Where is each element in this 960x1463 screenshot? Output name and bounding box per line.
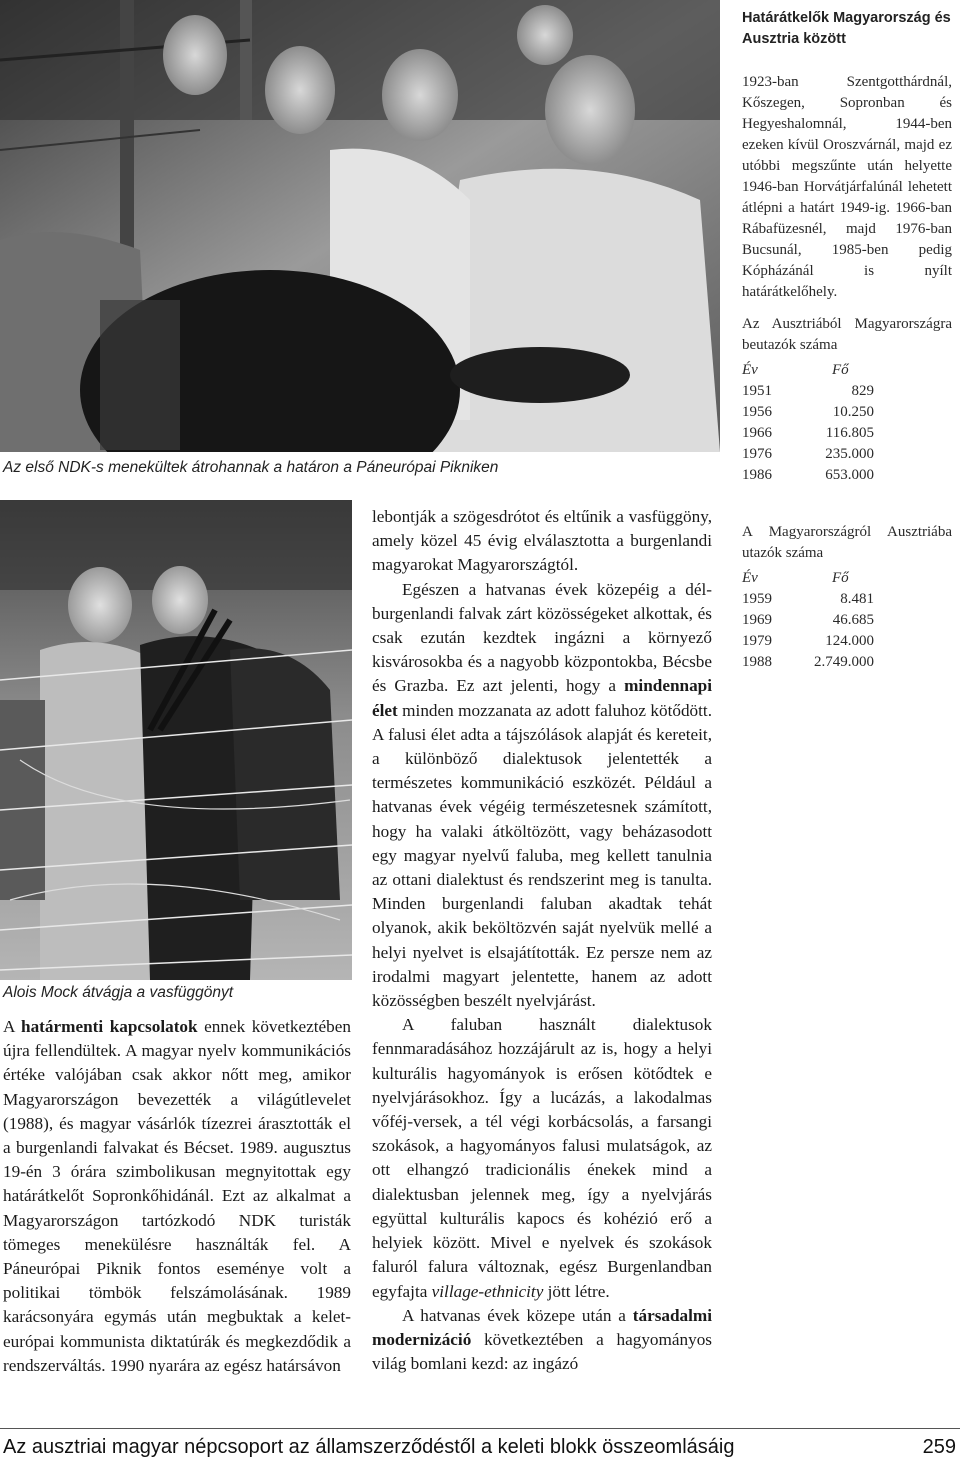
- sidebar-title: Határátkelők Magyarország és Ausztria között: [742, 10, 951, 47]
- sidebar-text: 1923-ban Szentgotthárdnál, Kőszegen, Sopronban és Hegyeshalomnál, 1944-ben ezeken kívül Oroszvárnál, majd ez utóbbi megszűnte után helyette 1946-ban Horvátjárfalúnál lehetett átlépni a határt 1949-ig. 1966-ban Rábafüzesnél, majd 1976-ban Bucsunál, 1985-ben pedig Kópházánál is nyílt határátkelőhely.: [742, 74, 952, 300]
- photo-alois-mock-image: [0, 500, 352, 980]
- text-run: következtében a hagyományos világ bomlani kezd: az ingázó: [372, 1329, 712, 1374]
- table-header: [742, 360, 952, 381]
- cell-year: 1966: [742, 425, 772, 441]
- text-run: A hatvanas évek közepe után a: [402, 1305, 633, 1325]
- text-run: minden mozzanata az adott faluhoz kötődött. A falusi élet adta a tájszólások alapját és kereteit, a különböző dialektusok jelentették a természetes kommunikáció eszközét. Például a hatvanas évek végéig természetesnek számított, hogy ha valaki átköltözött, vagy beházasodott egy magyar nyelvű faluba, meg kellett tanulnia az ottani dialektust és rendszerint meg is tanulta. Minden burgenlandi faluban akadtak tehát olyanok, akik beköltözvén saját nyelvük mellé a helyi nyelvet is elsajátították. Ez persze nem az irodalmi magyart jelentette, hanem az adott közösségben beszélt nyelvjárást.: [372, 700, 712, 1011]
- cell-count: 124.000: [825, 633, 874, 649]
- cell-year: 1976: [742, 446, 772, 462]
- cell-year: 1956: [742, 404, 772, 420]
- page-number: 259: [922, 1436, 956, 1458]
- header-year: Év: [742, 570, 758, 586]
- italic-term: village-ethnicity: [431, 1281, 544, 1301]
- cell-count: 10.250: [832, 404, 874, 420]
- paragraph: [3, 1015, 351, 1378]
- footer-divider: [0, 1428, 960, 1429]
- table-title: A Magyarországról Ausztriába utazók száma: [742, 524, 952, 561]
- table-row: [742, 444, 952, 465]
- cell-count: 46.685: [832, 612, 874, 628]
- text-run: jött létre.: [543, 1281, 610, 1301]
- photo-refugees-crossing-image: [0, 0, 720, 452]
- table-row: [742, 465, 952, 486]
- text-run: Egészen a hatvanas évek közepéig a dél-burgenlandi falvak zárt közösségeket alkottak, és csak ezután kezdtek ingázni a környező kisvárosokba és a nagyobb központokba, Bécsbe és Grazba. Ez azt jelenti, hogy a: [372, 579, 712, 696]
- cell-year: 1969: [742, 612, 772, 628]
- table-row: [742, 652, 952, 673]
- article-column-mid: [372, 505, 712, 1376]
- paragraph: [372, 1013, 712, 1303]
- cell-count: 2.749.000: [814, 654, 874, 670]
- table-row: [742, 610, 952, 631]
- cell-year: 1986: [742, 467, 772, 483]
- table-row: [742, 402, 952, 423]
- cell-count: 8.481: [840, 591, 874, 607]
- table-row: [742, 423, 952, 444]
- table-row: [742, 381, 952, 402]
- table-title: Az Ausztriából Magyarországra beutazók száma: [742, 316, 952, 353]
- cell-count: 116.805: [825, 425, 874, 441]
- cell-year: 1951: [742, 383, 772, 399]
- text-run: ennek következtében újra fellendültek. A magyar nyelv kommunikációs értéke valójában csak akkor nőtt meg, amikor Magyarországon bevezették a világútlevelet (1988), és magyar vásárlók tízezrei árasztották el a burgenlandi falvakat és Bécset. 1989. augusztus 19-én 3 órára szimbolikusan megnyitottak egy határátkelőt Sopronkőhidánál. Ezt az alkalmat a Magyarországon tartózkodó NDK turisták tömeges menekülésre használták fel. A Páneurópai Piknik fontos eseménye volt a politikai tömbök felszámolásának. 1989 karácsonyára egymás után megbuktak a kelet-európai kommunista diktatúrák és megkezdődik a rendszerváltás. 1990 nyarára az egész határsávon: [3, 1017, 351, 1375]
- photo-alois-mock: [0, 500, 352, 980]
- header-count: Fő: [832, 570, 849, 586]
- cell-year: 1959: [742, 591, 772, 607]
- photo-refugees-crossing: [0, 0, 720, 452]
- text-run: A: [3, 1017, 22, 1036]
- bold-term: határmenti kapcsolatok: [21, 1017, 198, 1036]
- table-row: [742, 589, 952, 610]
- header-count: Fő: [832, 362, 849, 378]
- table-travellers-to-austria: [742, 522, 952, 673]
- bold-term: mindennapi élet: [372, 676, 712, 720]
- cell-count: 235.000: [825, 446, 874, 462]
- cell-year: 1988: [742, 654, 772, 670]
- paragraph: lebontják a szögesdrótot és eltűnik a vasfüggöny, amely közel 45 évig elválasztotta a burgenlandi magyarokat Magyarországtól.: [372, 507, 712, 575]
- header-year: Év: [742, 362, 758, 378]
- cell-year: 1979: [742, 633, 772, 649]
- table-header: [742, 568, 952, 589]
- table-row: [742, 631, 952, 652]
- cell-count: 653.000: [825, 467, 874, 483]
- photo-caption-mid: Alois Mock átvágja a vasfüggönyt: [3, 984, 234, 1001]
- bold-term: társadalmi modernizáció: [372, 1305, 712, 1349]
- photo-caption-top: Az első NDK-s menekültek átrohannak a határon a Páneurópai Pikniken: [3, 459, 499, 476]
- table-visitors-to-hungary: [742, 314, 952, 486]
- running-footer-title: Az ausztriai magyar népcsoport az államszerződéstől a keleti blokk összeomlásáig: [3, 1436, 735, 1458]
- cell-count: 829: [851, 383, 874, 399]
- article-column-left: [3, 1015, 351, 1378]
- text-run: A faluban használt dialektusok fennmaradásához hozzájárult az is, hogy a helyi kulturális hagyományok is erősen kötődtek e nyelvjárásokhoz. Így a lucázás, a lakodalmas vőféj-versek, a tél végi korbácsolás, a farsangi szokások, a hagyományos falusi mulatságok, az ott elhangzó tradicionális énekek mind a dialektusban jelennek meg, így a nyelvjárás együttal kulturális kapocs és kohézió erő a helyiek között. Mivel e nyelvek és szokások faluról falura változnak, egész Burgenlandban egyfajta: [372, 1015, 712, 1301]
- paragraph: [372, 1304, 712, 1377]
- paragraph: [372, 578, 712, 1014]
